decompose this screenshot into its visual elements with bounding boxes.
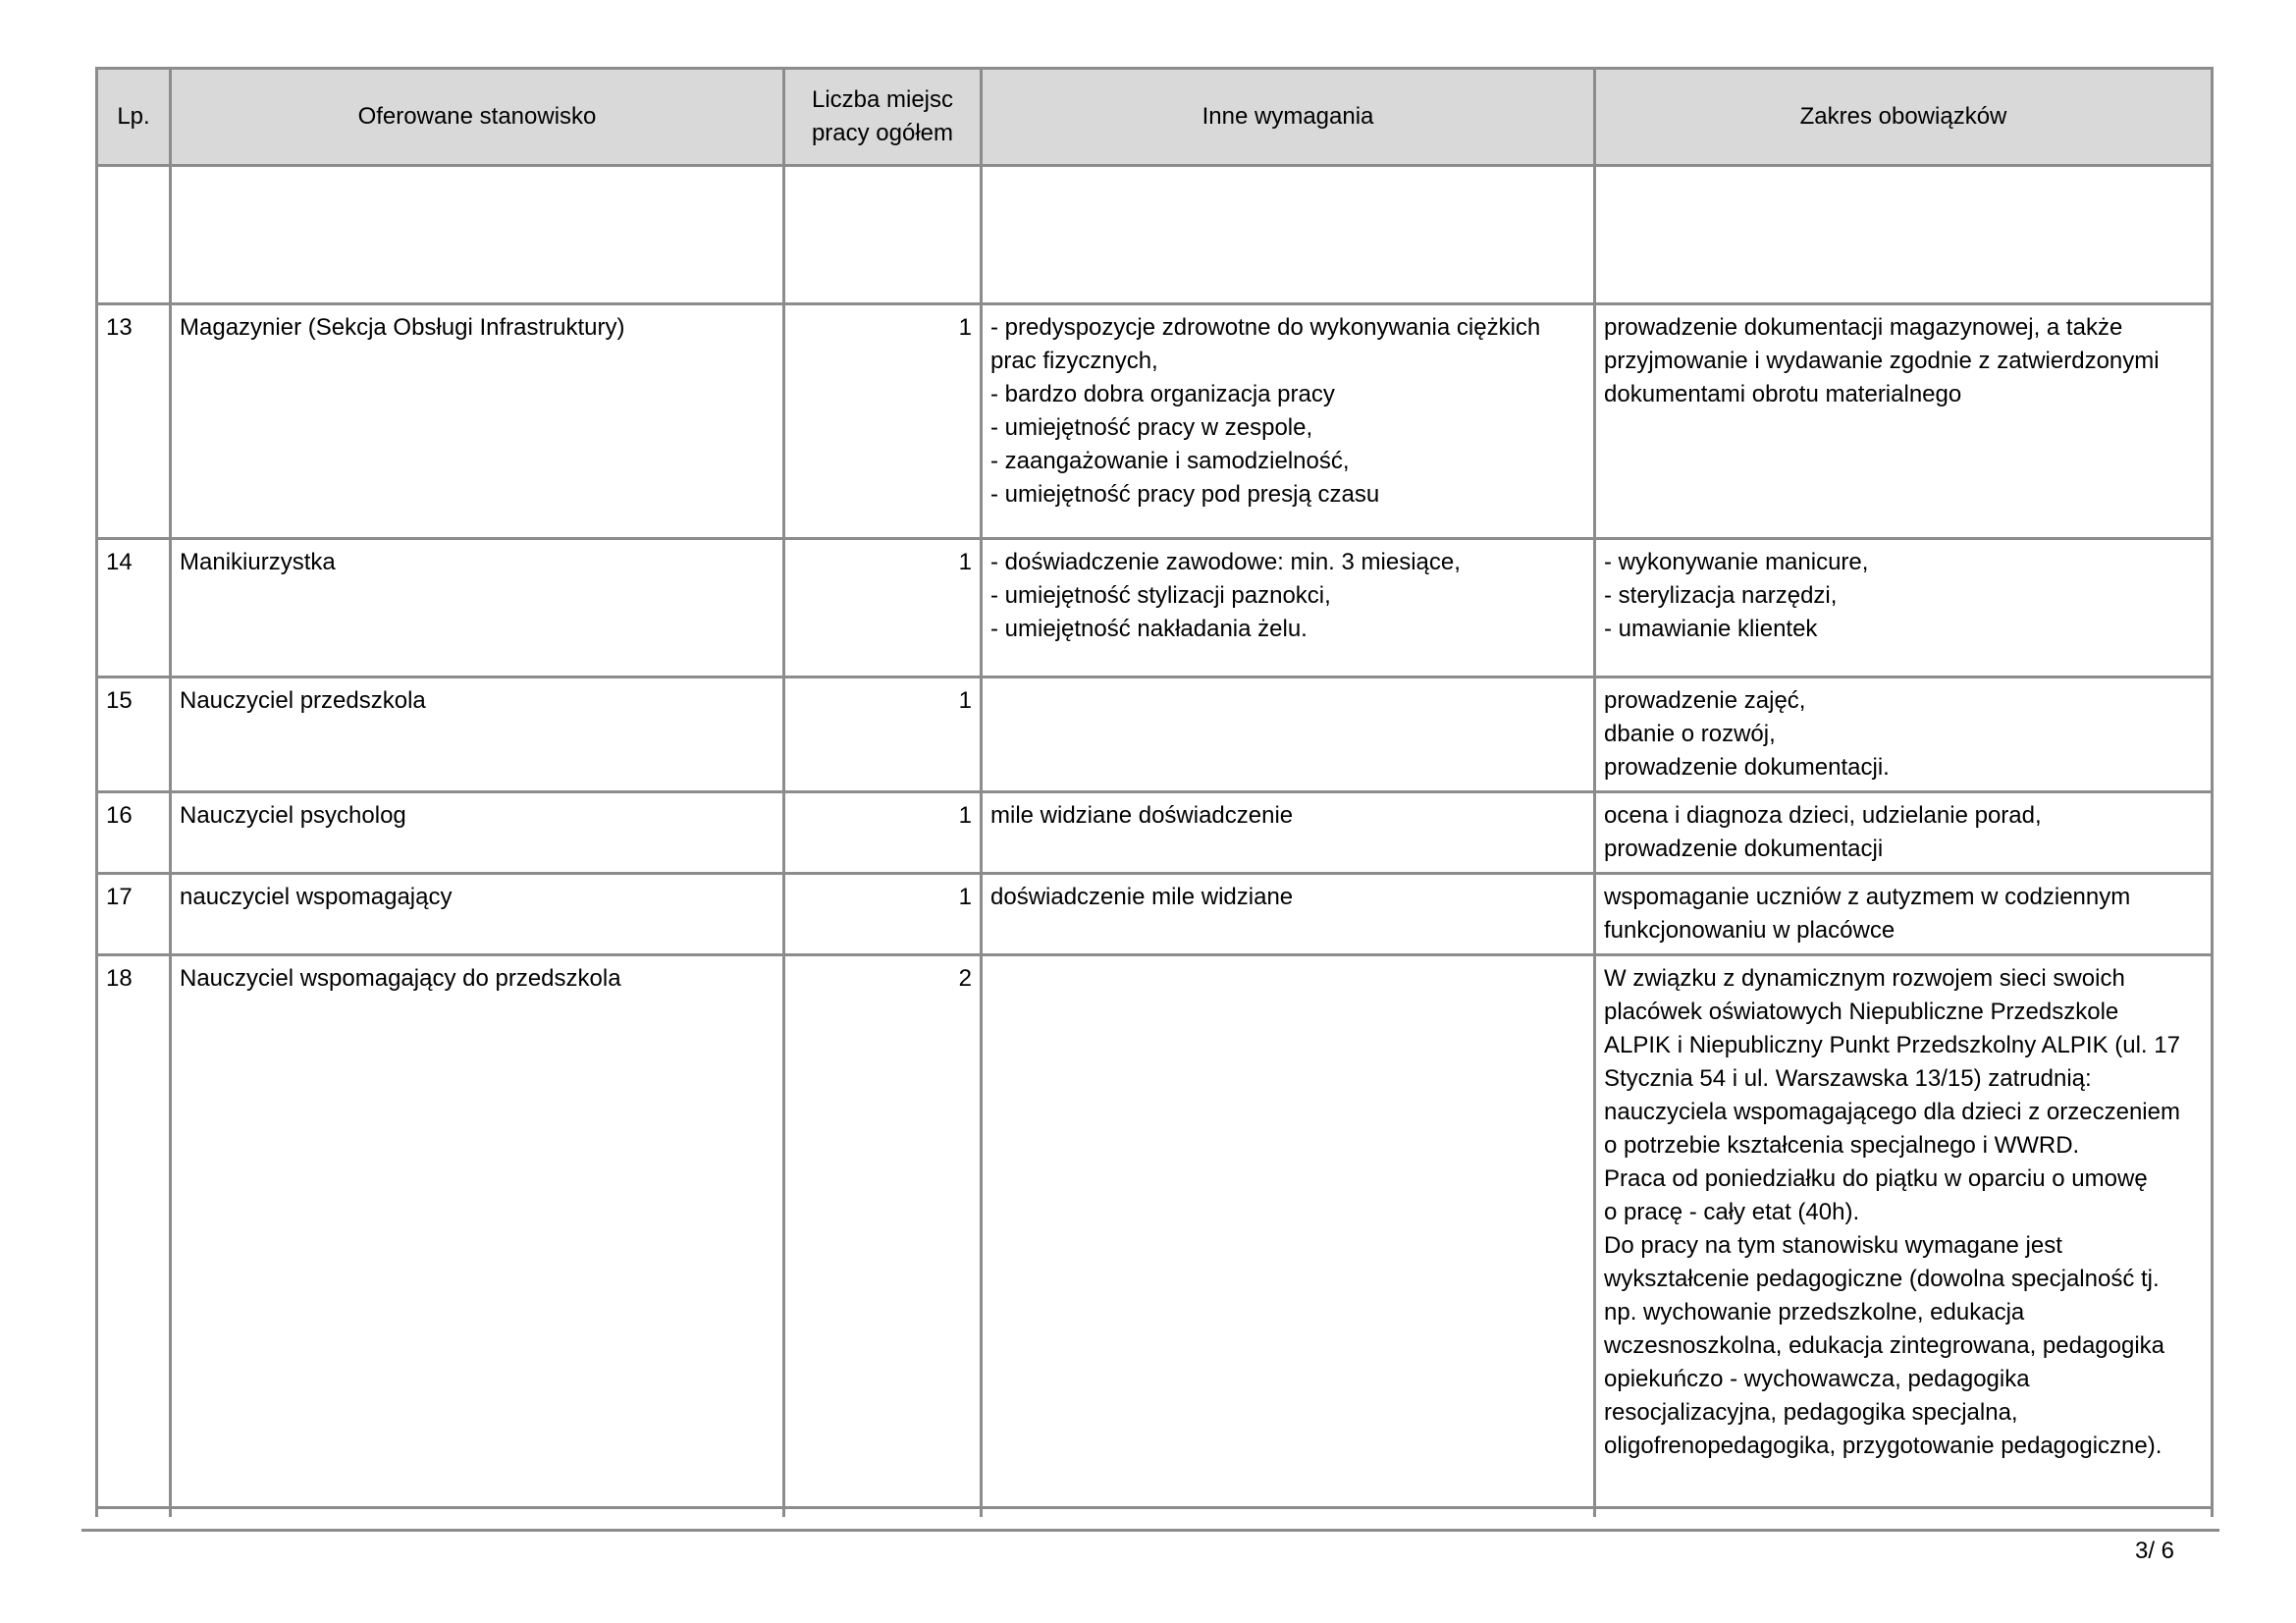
header-position: Oferowane stanowisko <box>171 69 784 166</box>
count-cell: 1 <box>784 539 982 677</box>
duties-cell-line: o pracę - cały etat (40h). <box>1604 1199 1860 1225</box>
duties-cell-line: dbanie o rozwój, <box>1604 721 1776 747</box>
continued-cell <box>171 1508 784 1518</box>
duties-cell-line: - wykonywanie manicure, <box>1604 549 1869 575</box>
header-count-line: Liczba miejsc <box>811 86 954 113</box>
duties-cell <box>1595 304 2213 539</box>
duties-cell-line: prowadzenie dokumentacji. <box>1604 754 1890 781</box>
requirements-cell-line: prac fizycznych, <box>990 348 1158 374</box>
duties-cell-line: funkcjonowaniu w placówce <box>1604 917 1896 944</box>
duties-cell-line: - sterylizacja narzędzi, <box>1604 582 1838 609</box>
duties-cell-line: ocena i diagnoza dzieci, udzielanie porad, <box>1604 802 2042 829</box>
duties-cell-line: prowadzenie dokumentacji magazynowej, a także <box>1604 314 2123 341</box>
lp-cell: 18 <box>97 955 171 1508</box>
duties-cell-line: ALPIK i Niepubliczny Punkt Przedszkolny ALPIK (ul. 17 <box>1604 1032 2180 1058</box>
duties-cell-line: wykształcenie pedagogiczne (dowolna specjalność tj. <box>1604 1266 2160 1292</box>
empty-cell <box>97 166 171 304</box>
empty-table-row <box>97 166 2213 304</box>
duties-cell-line: Praca od poniedziałku do piątku w oparciu o umowę <box>1604 1165 2148 1192</box>
count-cell: 1 <box>784 792 982 874</box>
position-cell: nauczyciel wspomagający <box>171 874 784 955</box>
duties-cell-line: placówek oświatowych Niepubliczne Przedszkole <box>1604 999 2119 1025</box>
position-cell: Nauczyciel wspomagający do przedszkola <box>171 955 784 1508</box>
continued-cell <box>982 1508 1595 1518</box>
continued-cell <box>784 1508 982 1518</box>
count-cell: 1 <box>784 874 982 955</box>
table-row <box>97 792 2213 874</box>
duties-cell-line: wspomaganie uczniów z autyzmem w codziennym <box>1604 884 2131 910</box>
duties-cell-line: oligofrenopedagogika, przygotowanie pedagogiczne). <box>1604 1433 2163 1459</box>
table-row <box>97 677 2213 792</box>
header-count-line: pracy ogółem <box>811 120 954 146</box>
duties-cell-line: opiekuńczo - wychowawcza, pedagogika <box>1604 1366 2030 1392</box>
lp-cell: 16 <box>97 792 171 874</box>
duties-cell-line: wczesnoszkolna, edukacja zintegrowana, pedagogika <box>1604 1332 2165 1359</box>
requirements-cell <box>982 874 1595 955</box>
empty-cell <box>784 166 982 304</box>
duties-cell-line: o potrzebie kształcenia specjalnego i WWRD. <box>1604 1132 2080 1159</box>
lp-cell: 15 <box>97 677 171 792</box>
requirements-cell-line: mile widziane doświadczenie <box>990 802 1294 829</box>
duties-cell-line: prowadzenie dokumentacji <box>1604 836 1884 862</box>
table-row <box>97 955 2213 1508</box>
requirements-cell <box>982 792 1595 874</box>
duties-cell <box>1595 955 2213 1508</box>
empty-cell <box>982 166 1595 304</box>
table-row <box>97 304 2213 539</box>
empty-cell <box>1595 166 2213 304</box>
header-lp: Lp. <box>97 69 171 166</box>
duties-cell-line: Stycznia 54 i ul. Warszawska 13/15) zatrudnią: <box>1604 1065 2092 1092</box>
requirements-cell <box>982 539 1595 677</box>
job-offers-table <box>95 67 2214 1517</box>
page-number: 3/ 6 <box>2134 1538 2174 1564</box>
lp-cell: 13 <box>97 304 171 539</box>
duties-cell <box>1595 677 2213 792</box>
requirements-cell-line: doświadczenie mile widziane <box>990 884 1294 910</box>
lp-cell: 14 <box>97 539 171 677</box>
table-row <box>97 874 2213 955</box>
table-row <box>97 539 2213 677</box>
header-requirements: Inne wymagania <box>982 69 1595 166</box>
duties-cell-line: resocjalizacyjna, pedagogika specjalna, <box>1604 1399 2018 1426</box>
empty-cell <box>171 166 784 304</box>
requirements-cell-line: - umiejętność pracy w zespole, <box>990 414 1313 441</box>
position-cell: Nauczyciel psycholog <box>171 792 784 874</box>
continued-row <box>97 1508 2213 1518</box>
duties-cell-line: prowadzenie zajęć, <box>1604 687 1806 714</box>
requirements-cell <box>982 677 1595 792</box>
duties-cell <box>1595 792 2213 874</box>
duties-cell-line: W związku z dynamicznym rozwojem sieci swoich <box>1604 965 2125 992</box>
duties-cell <box>1595 874 2213 955</box>
continued-cell <box>97 1508 171 1518</box>
footer-divider <box>81 1529 2219 1532</box>
requirements-cell-line: - doświadczenie zawodowe: min. 3 miesiące, <box>990 549 1461 575</box>
requirements-cell-line: - umiejętność nakładania żelu. <box>990 616 1308 642</box>
requirements-cell-line: - umiejętność pracy pod presją czasu <box>990 481 1380 508</box>
requirements-cell <box>982 955 1595 1508</box>
requirements-cell <box>982 304 1595 539</box>
duties-cell-line: nauczyciela wspomagającego dla dzieci z orzeczeniem <box>1604 1099 2180 1125</box>
count-cell: 1 <box>784 304 982 539</box>
continued-cell <box>1595 1508 2213 1518</box>
requirements-cell-line: - predyspozycje zdrowotne do wykonywania ciężkich <box>990 314 1541 341</box>
requirements-cell-line: - zaangażowanie i samodzielność, <box>990 448 1350 474</box>
header-count <box>784 69 982 166</box>
table-header-row <box>97 69 2213 166</box>
count-cell: 1 <box>784 677 982 792</box>
duties-cell-line: przyjmowanie i wydawanie zgodnie z zatwierdzonymi <box>1604 348 2160 374</box>
position-cell: Nauczyciel przedszkola <box>171 677 784 792</box>
requirements-cell-line: - bardzo dobra organizacja pracy <box>990 381 1335 407</box>
requirements-cell-line: - umiejętność stylizacji paznokci, <box>990 582 1331 609</box>
header-duties: Zakres obowiązków <box>1595 69 2213 166</box>
duties-cell-line: np. wychowanie przedszkolne, edukacja <box>1604 1299 2025 1325</box>
count-cell: 2 <box>784 955 982 1508</box>
duties-cell <box>1595 539 2213 677</box>
lp-cell: 17 <box>97 874 171 955</box>
duties-cell-line: dokumentami obrotu materialnego <box>1604 381 1962 407</box>
duties-cell-line: Do pracy na tym stanowisku wymagane jest <box>1604 1232 2062 1259</box>
duties-cell-line: - umawianie klientek <box>1604 616 1818 642</box>
position-cell: Manikiurzystka <box>171 539 784 677</box>
position-cell: Magazynier (Sekcja Obsługi Infrastruktury) <box>171 304 784 539</box>
